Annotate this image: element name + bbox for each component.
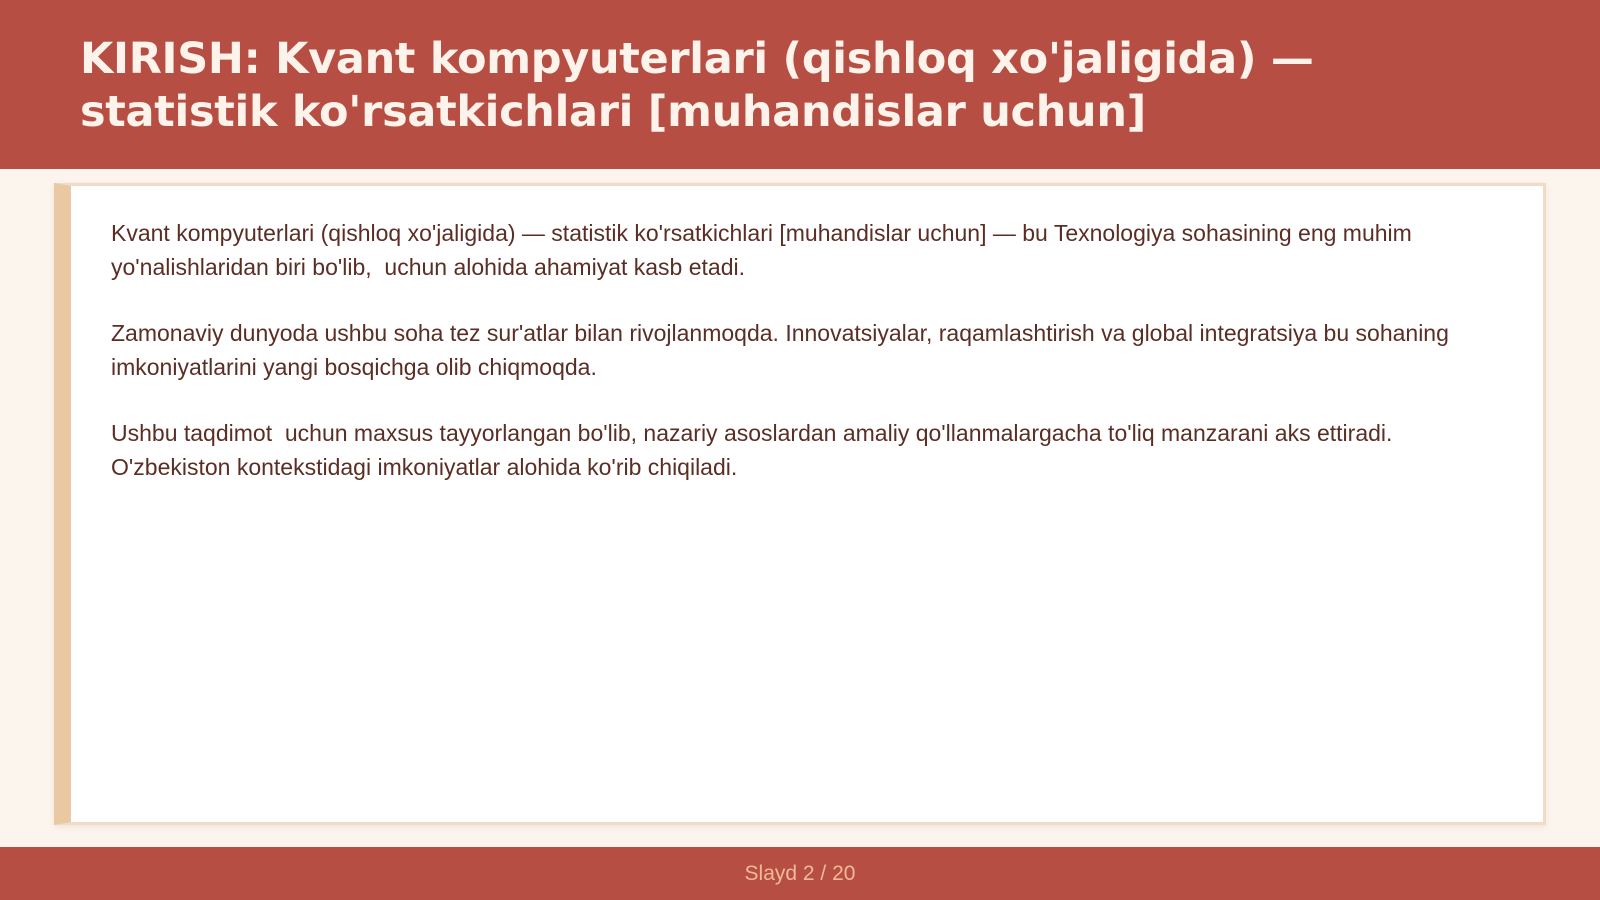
paragraph-modern-world: Zamonaviy dunyoda ushbu soha tez sur'atlar bilan rivojlanmoqda. Innovatsiyalar, raqamlashtirish va global integratsiya bu sohaning imkoniyatlarini yangi bosqichga olib chiqmoqda.: [111, 320, 1456, 380]
paragraph-intro: Kvant kompyuterlari (qishloq xo'jaligida) — statistik ko'rsatkichlari [muhandislar uchun] — bu Texnologiya sohasining eng muhim yo'nalishlaridan biri bo'lib, uchun alohida ahamiyat kasb etadi.: [111, 220, 1419, 280]
paragraph-presentation-scope: Ushbu taqdimot uchun maxsus tayyorlangan bo'lib, nazariy asoslardan amaliy qo'llanmalargacha to'liq manzarani aks ettiradi. O'zbekiston kontekstidagi imkoniyatlar alohida ko'rib chiqiladi.: [111, 420, 1399, 480]
content-card: [54, 183, 1546, 825]
slide-footer: [0, 847, 1600, 900]
slide-title: KIRISH: Kvant kompyuterlari (qishloq xo'jaligida) — statistik ko'rsatkichlari [muhandislar uchun]: [80, 34, 1314, 137]
slide-header: [0, 0, 1600, 169]
slide-counter: Slayd 2 / 20: [744, 861, 856, 885]
